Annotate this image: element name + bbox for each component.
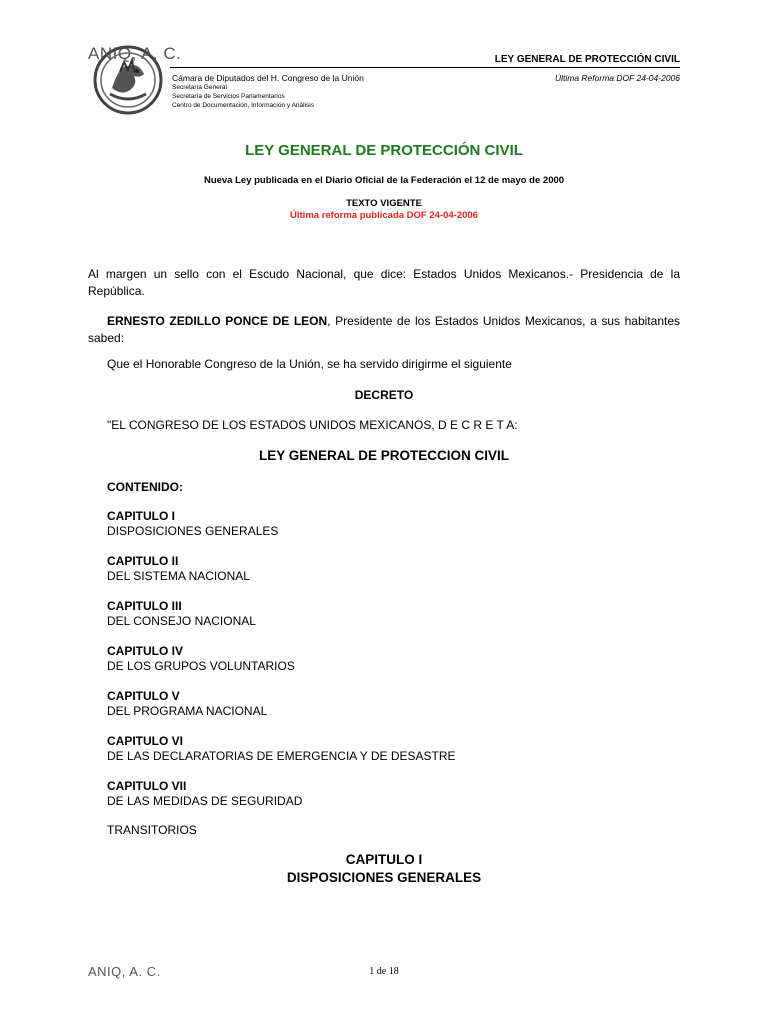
page-number: 1 de 18 (369, 966, 399, 977)
toc-chapter: CAPITULO VII (107, 779, 187, 793)
toc-description: DEL CONSEJO NACIONAL (107, 614, 256, 628)
decreto-heading: DECRETO (354, 388, 414, 402)
contenido-heading: CONTENIDO: (107, 480, 183, 494)
toc-item (107, 689, 456, 734)
header-last-reform: Última Reforma DOF 24-04-2006 (554, 73, 680, 83)
toc-chapter: CAPITULO II (107, 554, 179, 568)
toc-description: DEL SISTEMA NACIONAL (107, 569, 250, 583)
toc-item (107, 554, 456, 599)
toc-description: DEL PROGRAMA NACIONAL (107, 704, 268, 718)
transitorios-label: TRANSITORIOS (107, 823, 197, 837)
mexican-seal-icon (90, 44, 166, 116)
paragraph-decreta: "EL CONGRESO DE LOS ESTADOS UNIDOS MEXICANOS, D E C R E T A: (107, 418, 518, 432)
header-institution (172, 73, 364, 110)
header-doc-title: LEY GENERAL DE PROTECCIÓN CIVIL (494, 54, 680, 65)
toc-chapter: CAPITULO IV (107, 644, 184, 658)
toc-description: DE LOS GRUPOS VOLUNTARIOS (107, 659, 295, 673)
header-rule (170, 67, 680, 68)
toc-item (107, 599, 456, 644)
institution-line: Cámara de Diputados del H. Congreso de la Unión (172, 73, 364, 83)
paragraph-seal: Al margen un sello con el Escudo Nacional, que dice: Estados Unidos Mexicanos.- Presidencia de la República. (88, 267, 680, 298)
toc-chapter: CAPITULO I (107, 509, 175, 523)
institution-line: Secretaría de Servicios Parlamentarios (172, 93, 285, 100)
paragraph-congress: Que el Honorable Congreso de la Unión, se ha servido dirigirme el siguiente (107, 357, 512, 371)
toc-item (107, 509, 456, 554)
texto-vigente: TEXTO VIGENTE (346, 198, 422, 209)
president-rest: , Presidente de los Estados Unidos Mexicanos, a sus habitantes sabed: (88, 314, 681, 345)
chapter-number: CAPITULO I (345, 852, 423, 867)
publication-note: Nueva Ley publicada en el Diario Oficial de la Federación el 12 de mayo de 2000 (203, 175, 565, 186)
toc-chapter: CAPITULO III (107, 599, 182, 613)
law-title: LEY GENERAL DE PROTECCION CIVIL (258, 448, 510, 463)
toc-item (107, 644, 456, 689)
paragraph-president (88, 313, 680, 347)
table-of-contents (107, 509, 456, 824)
chapter-title: DISPOSICIONES GENERALES (286, 870, 482, 885)
toc-description: DE LAS DECLARATORIAS DE EMERGENCIA Y DE DESASTRE (107, 749, 456, 763)
ultima-reforma: Última reforma publicada DOF 24-04-2006 (290, 210, 478, 221)
institution-line: Centro de Documentación, Información y Análisis (172, 102, 314, 109)
toc-item (107, 779, 456, 824)
president-name: ERNESTO ZEDILLO PONCE DE LEON (107, 314, 328, 328)
toc-chapter: CAPITULO VI (107, 734, 184, 748)
toc-description: DE LAS MEDIDAS DE SEGURIDAD (107, 794, 303, 808)
main-title: LEY GENERAL DE PROTECCIÓN CIVIL (245, 142, 523, 159)
institution-line: Secretaría General (172, 84, 227, 91)
toc-chapter: CAPITULO V (107, 689, 180, 703)
watermark-bottom: ANIQ, A. C. (88, 964, 161, 979)
watermark-top: ANIQ, A. C. (88, 44, 182, 63)
toc-item (107, 734, 456, 779)
toc-description: DISPOSICIONES GENERALES (107, 524, 279, 538)
